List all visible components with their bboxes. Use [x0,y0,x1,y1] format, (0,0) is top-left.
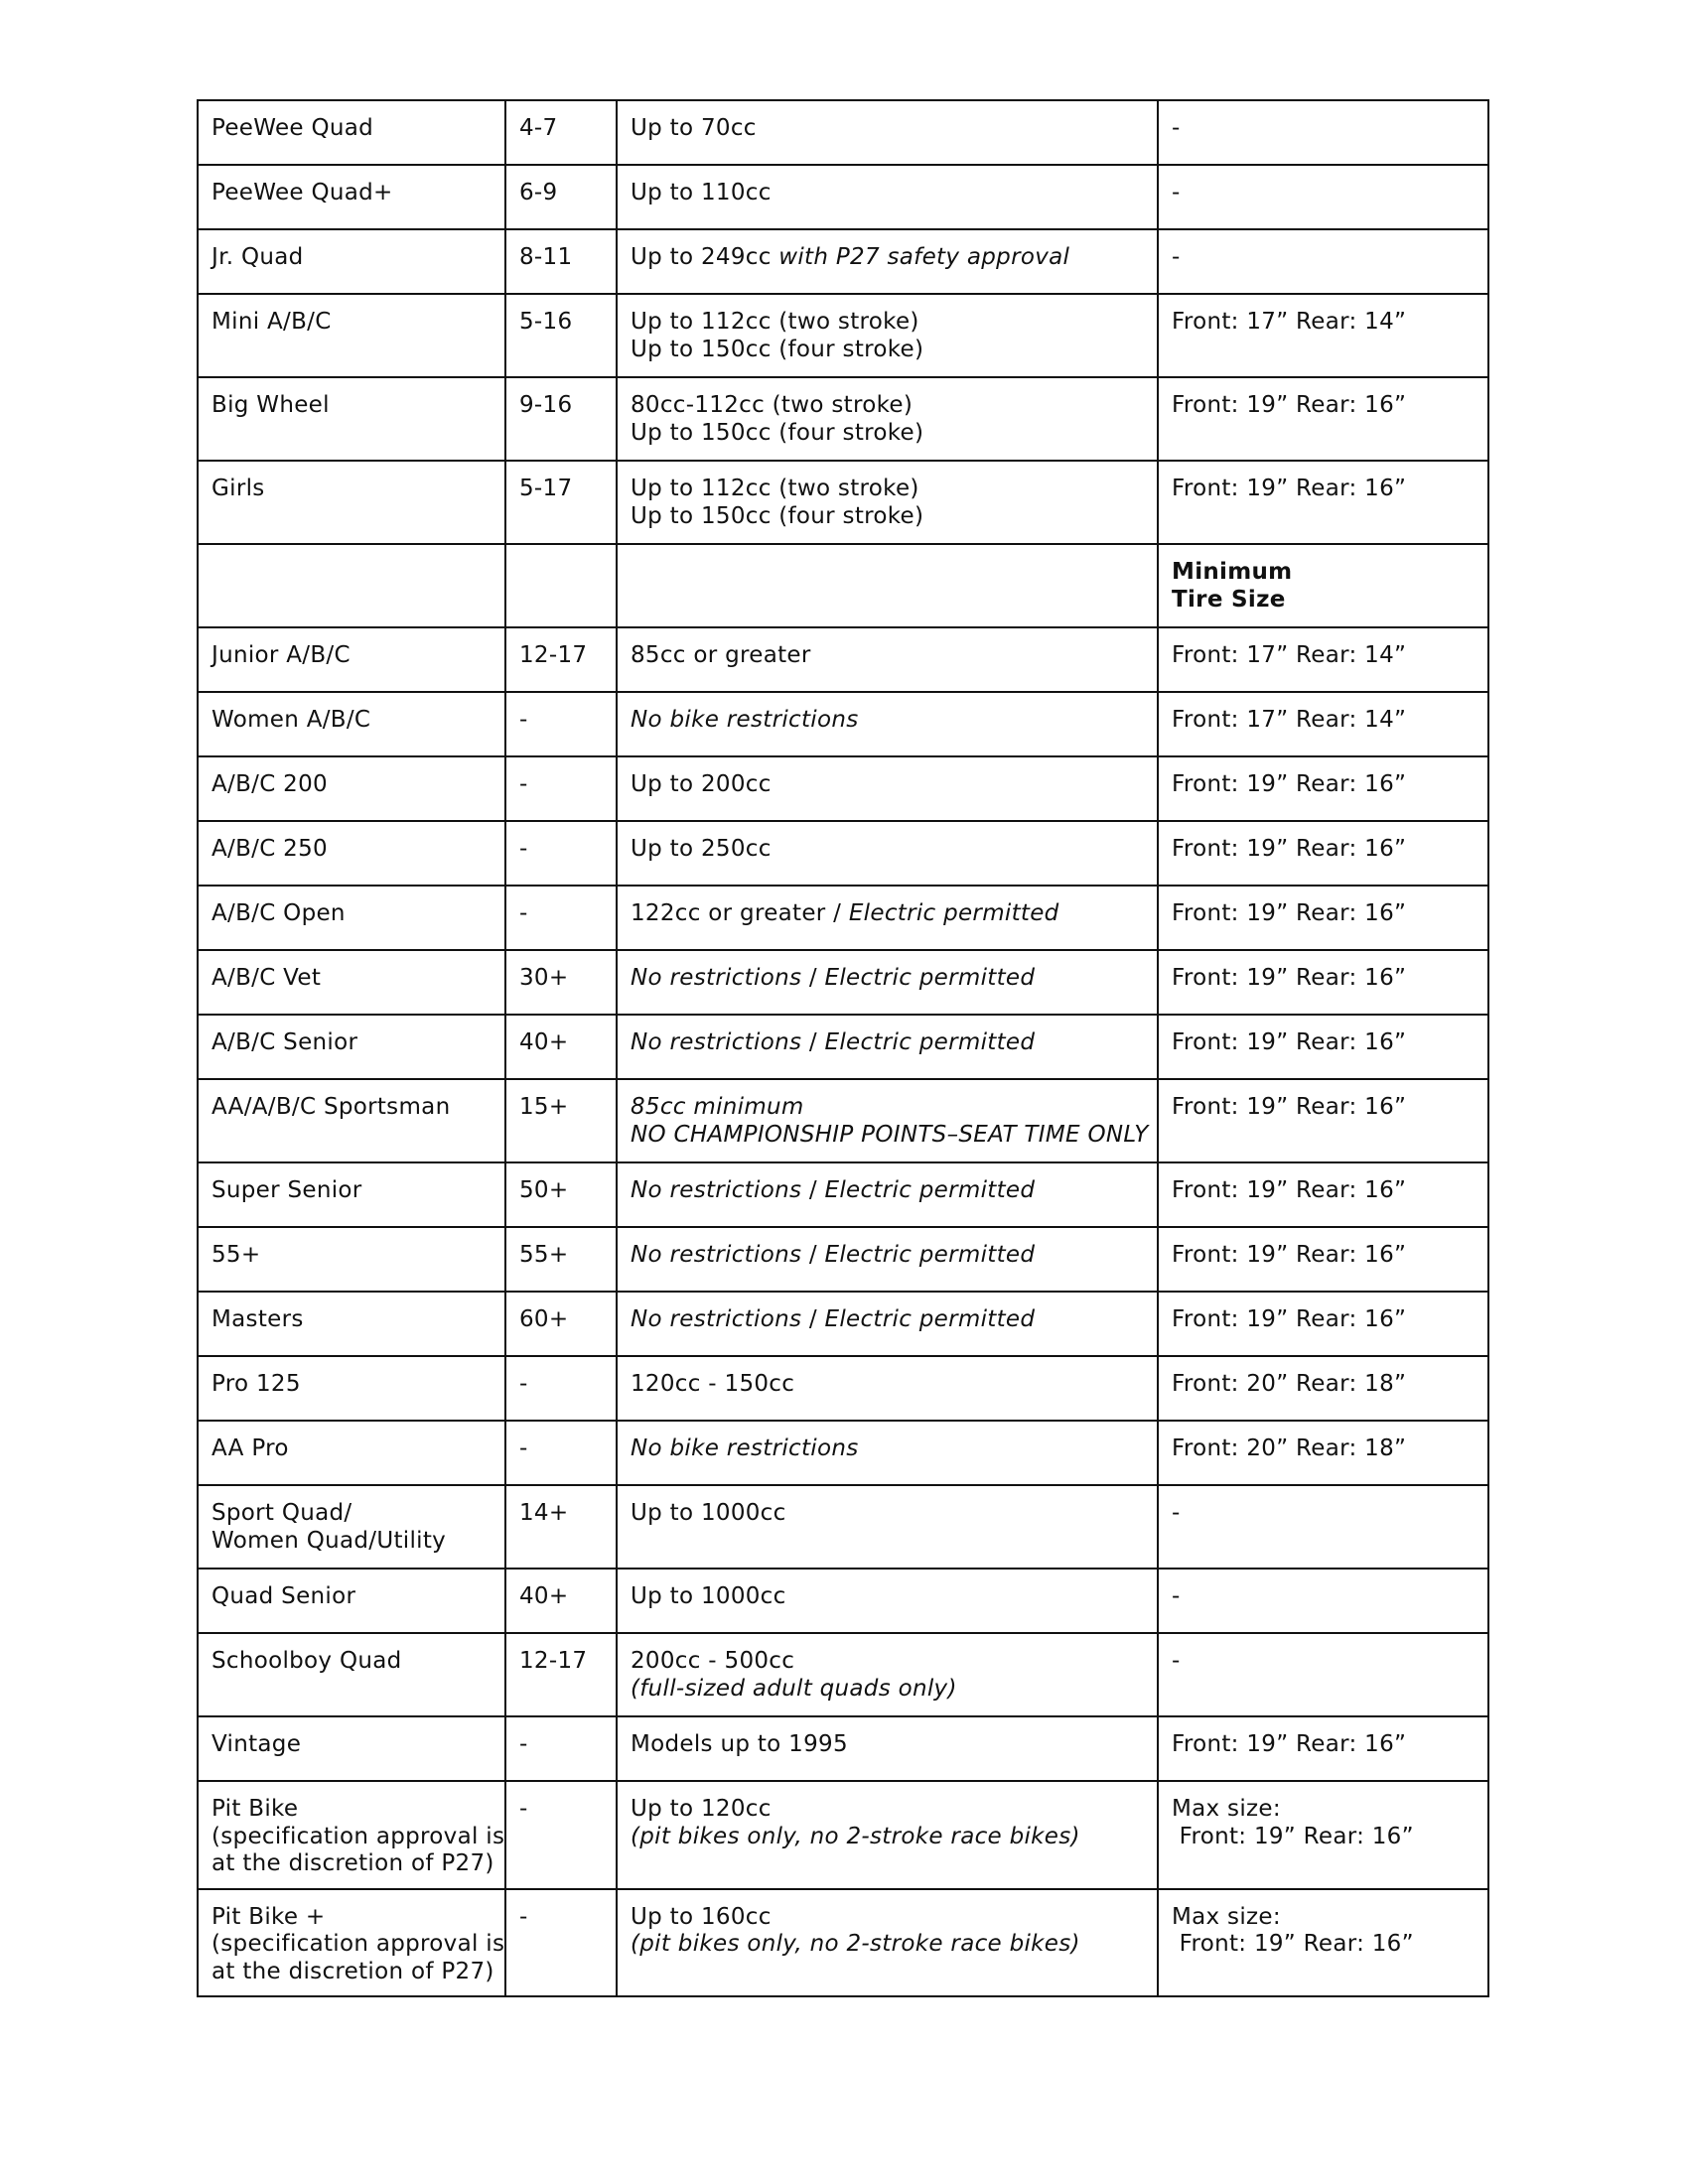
tire-size-cell [1158,1015,1488,1079]
class-cell [198,821,505,886]
class-name-line: Women A/B/C [211,707,371,733]
tire-size-cell [1158,950,1488,1015]
engine-text: / [801,1242,825,1268]
class-name-line: Masters [211,1306,304,1332]
class-name-line: Junior A/B/C [211,642,351,668]
engine-text: Up to 200cc [631,771,772,797]
engine-text: No bike restrictions [631,707,859,733]
age-range: 15+ [519,1094,569,1120]
engine-cell [617,950,1158,1015]
tire-size-cell [1158,544,1488,627]
table-row [198,377,1488,461]
engine-cell [617,1633,1158,1716]
tire-size-cell [1158,1569,1488,1633]
engine-text: No restrictions [631,1029,802,1055]
class-name-line: Pit Bike [211,1796,299,1822]
table-row [198,756,1488,821]
engine-text: Up to 1000cc [631,1583,786,1609]
age-range: 5-16 [519,309,573,335]
table-row [198,1781,1488,1889]
tire-size-cell [1158,1633,1488,1716]
age-cell [505,1015,617,1079]
age-range: - [519,836,528,862]
engine-line [631,476,1144,503]
engine-text: 85cc minimum [631,1094,804,1120]
age-cell [505,165,617,229]
tire-size-cell [1158,1079,1488,1162]
tire-size-line: Front: 19” Rear: 16” [1172,1177,1407,1203]
engine-line [631,115,1144,143]
engine-text: Up to 112cc (two stroke) [631,309,919,335]
tire-size-cell [1158,229,1488,294]
engine-line [631,642,1144,670]
table-row [198,229,1488,294]
age-cell [505,100,617,165]
engine-text: 120cc - 150cc [631,1371,795,1397]
class-name-line: A/B/C Open [211,900,346,926]
tire-size-cell [1158,1227,1488,1292]
table-row [198,692,1488,756]
engine-text: Up to 120cc [631,1796,772,1822]
engine-line [631,392,1144,420]
age-cell [505,377,617,461]
tire-size-line: Front: 19” Rear: 16” [1172,836,1407,862]
engine-cell [617,692,1158,756]
tire-size-line: Front: 19” Rear: 16” [1172,392,1407,418]
tire-size-line: Max size: [1172,1796,1281,1822]
tire-size-cell [1158,1485,1488,1569]
class-cell [198,756,505,821]
table-row [198,294,1488,377]
age-cell [505,1227,617,1292]
table-row [198,1889,1488,1997]
table-row [198,1421,1488,1485]
age-cell [505,229,617,294]
engine-text: No restrictions [631,1177,802,1203]
table-row [198,1015,1488,1079]
class-name-line: Jr. Quad [211,244,304,270]
class-cell [198,1292,505,1356]
class-name-line: Big Wheel [211,392,330,418]
engine-text: Up to 1000cc [631,1500,786,1526]
class-cell [198,1716,505,1781]
tire-size-line: Front: 19” Rear: 16” [1172,1306,1407,1332]
age-range: 55+ [519,1242,569,1268]
class-name-line: A/B/C 250 [211,836,328,862]
tire-size-line: Front: 19” Rear: 16” [1172,476,1407,501]
tire-size-cell [1158,377,1488,461]
engine-cell [617,1356,1158,1421]
engine-text: Up to 112cc (two stroke) [631,476,919,501]
engine-text: Up to 249cc [631,244,779,270]
engine-cell [617,627,1158,692]
engine-cell [617,1569,1158,1633]
age-cell [505,950,617,1015]
age-cell [505,821,617,886]
class-cell [198,1015,505,1079]
age-range: 9-16 [519,392,573,418]
engine-line [631,900,1144,928]
engine-text: Electric permitted [824,1177,1036,1203]
class-cell [198,544,505,627]
table-row [198,1356,1488,1421]
engine-line [631,1648,1144,1676]
engine-text: No restrictions [631,1306,802,1332]
engine-text: Electric permitted [824,965,1036,991]
class-name-line: A/B/C Vet [211,965,322,991]
class-cell [198,1485,505,1569]
age-cell [505,1292,617,1356]
class-name-line: Mini A/B/C [211,309,332,335]
class-cell [198,1633,505,1716]
engine-text: (pit bikes only, no 2-stroke race bikes) [631,1931,1080,1957]
race-class-table [197,99,1489,1997]
class-name-line: PeeWee Quad [211,115,374,141]
age-range: - [519,900,528,926]
class-cell [198,461,505,544]
age-cell [505,461,617,544]
engine-cell [617,1079,1158,1162]
age-cell [505,627,617,692]
tire-size-line: Max size: [1172,1903,1281,1930]
age-range: - [519,1731,528,1757]
class-name-line: at the discretion of P27) [211,1958,494,1984]
class-name-line: (specification approval is [211,1823,505,1849]
engine-line [631,1796,1144,1824]
age-cell [505,756,617,821]
table-row [198,1633,1488,1716]
class-name-line: at the discretion of P27) [211,1850,494,1876]
engine-line [631,1029,1144,1057]
engine-line [631,244,1144,272]
tire-size-line: Front: 20” Rear: 18” [1172,1371,1407,1397]
engine-text: No restrictions [631,965,802,991]
age-range: 12-17 [519,642,588,668]
table-row [198,886,1488,950]
tire-size-cell [1158,1716,1488,1781]
engine-line [631,707,1144,735]
engine-line [631,1177,1144,1205]
tire-size-line: Front: 20” Rear: 18” [1172,1435,1407,1461]
age-cell [505,886,617,950]
tire-size-cell [1158,1356,1488,1421]
engine-line [631,1731,1144,1759]
engine-line [631,771,1144,799]
engine-text: Electric permitted [824,1029,1036,1055]
table-row [198,1485,1488,1569]
tire-size-cell [1158,692,1488,756]
age-cell [505,544,617,627]
engine-text: Electric permitted [824,1306,1036,1332]
engine-text: (full-sized adult quads only) [631,1675,957,1702]
table-row [198,950,1488,1015]
race-class-table-body [198,100,1488,1996]
class-cell [198,165,505,229]
engine-line [631,1121,1149,1150]
class-name-line: (specification approval is [211,1931,505,1957]
engine-text: Up to 150cc (four stroke) [631,419,924,446]
class-cell [198,1356,505,1421]
class-name-line: Vintage [211,1731,302,1757]
table-row [198,1162,1488,1227]
age-cell [505,1485,617,1569]
engine-cell [617,1015,1158,1079]
engine-cell [617,1292,1158,1356]
engine-text: (pit bikes only, no 2-stroke race bikes) [631,1823,1080,1849]
engine-cell [617,1227,1158,1292]
engine-line [631,1371,1144,1399]
class-cell [198,377,505,461]
tire-size-cell [1158,1421,1488,1485]
engine-text: No restrictions [631,1242,802,1268]
age-range: - [519,1435,528,1461]
engine-text: 200cc - 500cc [631,1648,795,1674]
tire-size-line: Front: 19” Rear: 16” [1172,1094,1407,1120]
table-row [198,100,1488,165]
engine-cell [617,461,1158,544]
tire-size-line: Front: 17” Rear: 14” [1172,642,1407,668]
tire-size-line: Front: 17” Rear: 14” [1172,309,1407,335]
age-cell [505,1079,617,1162]
age-cell [505,692,617,756]
class-cell [198,100,505,165]
age-cell [505,1162,617,1227]
engine-text: / [801,1029,825,1055]
engine-cell [617,1421,1158,1485]
age-range: 4-7 [519,115,558,141]
table-row [198,544,1488,627]
age-range: - [519,707,528,733]
tire-size-line: Front: 17” Rear: 14” [1172,707,1407,733]
engine-text: NO CHAMPIONSHIP POINTS–SEAT TIME ONLY [631,1121,1149,1148]
engine-line [631,1242,1144,1270]
age-range: 60+ [519,1306,569,1332]
engine-text: Up to 250cc [631,836,772,862]
engine-cell [617,756,1158,821]
engine-cell [617,377,1158,461]
engine-line [631,503,1144,531]
class-name-line: Pit Bike + [211,1903,326,1930]
engine-cell [617,100,1158,165]
table-row [198,1227,1488,1292]
engine-line [631,309,1144,337]
class-name-line: A/B/C Senior [211,1029,358,1055]
engine-text: Up to 150cc (four stroke) [631,502,924,529]
class-cell [198,627,505,692]
tire-size-cell [1158,461,1488,544]
tire-size-line: - [1172,1500,1181,1526]
engine-cell [617,1716,1158,1781]
table-row [198,821,1488,886]
class-name-line: Sport Quad/ [211,1500,352,1526]
tire-size-line: Front: 19” Rear: 16” [1172,1823,1414,1849]
class-name-line: Schoolboy Quad [211,1648,402,1674]
class-cell [198,886,505,950]
engine-line [631,1583,1144,1611]
tire-size-line: - [1172,115,1181,141]
tire-size-cell [1158,1162,1488,1227]
tire-size-line: - [1172,1648,1181,1674]
table-row [198,1569,1488,1633]
engine-cell [617,544,1158,627]
class-cell [198,950,505,1015]
tire-size-line: - [1172,1583,1181,1609]
table-row [198,165,1488,229]
class-name-line: Pro 125 [211,1371,301,1397]
engine-cell [617,1781,1158,1889]
tire-size-header: Minimum [1172,559,1293,585]
tire-size-cell [1158,1889,1488,1997]
age-range: 12-17 [519,1648,588,1674]
engine-line [631,1931,1144,1959]
tire-size-line: Front: 19” Rear: 16” [1172,1029,1407,1055]
age-range: 30+ [519,965,569,991]
class-cell [198,1421,505,1485]
engine-line [631,180,1144,207]
engine-line [631,965,1144,993]
class-cell [198,1162,505,1227]
class-name-line: PeeWee Quad+ [211,180,393,205]
tire-size-cell [1158,1781,1488,1889]
class-cell [198,692,505,756]
engine-line [631,1435,1144,1463]
age-cell [505,1716,617,1781]
tire-size-line: Front: 19” Rear: 16” [1172,1931,1414,1957]
engine-line [631,836,1144,864]
engine-line [631,1500,1144,1528]
age-range: - [519,771,528,797]
class-name-line: A/B/C 200 [211,771,328,797]
class-cell [198,1079,505,1162]
age-range: 40+ [519,1029,569,1055]
age-cell [505,1781,617,1889]
engine-text: No bike restrictions [631,1435,859,1461]
age-range: - [519,1371,528,1397]
engine-text: Up to 110cc [631,180,772,205]
engine-cell [617,1162,1158,1227]
table-row [198,1292,1488,1356]
engine-text: / [801,1177,825,1203]
engine-cell [617,1889,1158,1997]
engine-line [631,337,1144,364]
table-row [198,627,1488,692]
class-name-line: Super Senior [211,1177,362,1203]
age-range: 8-11 [519,244,573,270]
tire-size-line: Front: 19” Rear: 16” [1172,900,1407,926]
engine-text: 80cc-112cc (two stroke) [631,392,914,418]
tire-size-cell [1158,1292,1488,1356]
engine-text: Electric permitted [824,1242,1036,1268]
tire-size-cell [1158,294,1488,377]
engine-line [631,1904,1144,1932]
engine-text: Up to 150cc (four stroke) [631,336,924,362]
age-cell [505,1569,617,1633]
age-range: 5-17 [519,476,573,501]
age-cell [505,1889,617,1997]
table-row [198,461,1488,544]
class-name-line: Quad Senior [211,1583,356,1609]
age-cell [505,294,617,377]
engine-text: Electric permitted [848,900,1059,926]
age-range: 6-9 [519,180,558,205]
class-cell [198,1889,505,1997]
tire-size-header: Tire Size [1172,586,1286,613]
engine-text: / [801,965,825,991]
table-row [198,1079,1488,1162]
class-cell [198,229,505,294]
tire-size-line: Front: 19” Rear: 16” [1172,1242,1407,1268]
age-range: - [519,1796,528,1822]
engine-line [631,1306,1144,1334]
age-range: 14+ [519,1500,569,1526]
engine-line [631,420,1144,448]
engine-text: Up to 160cc [631,1903,772,1930]
tire-size-cell [1158,886,1488,950]
engine-text: Up to 70cc [631,115,757,141]
engine-line [631,1676,1144,1704]
class-name-line: AA/A/B/C Sportsman [211,1094,451,1120]
tire-size-cell [1158,627,1488,692]
class-name-line: AA Pro [211,1435,289,1461]
engine-cell [617,165,1158,229]
tire-size-line: - [1172,180,1181,205]
age-range: - [519,1903,528,1930]
engine-cell [617,886,1158,950]
tire-size-line: Front: 19” Rear: 16” [1172,771,1407,797]
tire-size-cell [1158,821,1488,886]
tire-size-cell [1158,756,1488,821]
age-range: 40+ [519,1583,569,1609]
age-cell [505,1633,617,1716]
class-name-line: Women Quad/Utility [211,1527,447,1554]
class-name-line: 55+ [211,1242,261,1268]
tire-size-line: Front: 19” Rear: 16” [1172,1731,1407,1757]
engine-line [631,1094,1144,1122]
engine-text: with P27 safety approval [778,244,1070,270]
class-cell [198,1227,505,1292]
tire-size-line: Front: 19” Rear: 16” [1172,965,1407,991]
class-cell [198,294,505,377]
engine-text: 85cc or greater [631,642,811,668]
engine-text: 122cc or greater / [631,900,849,926]
table-row [198,1716,1488,1781]
engine-cell [617,229,1158,294]
class-cell [198,1781,505,1889]
engine-cell [617,294,1158,377]
tire-size-cell [1158,100,1488,165]
tire-size-line: - [1172,244,1181,270]
engine-text: / [801,1306,825,1332]
age-cell [505,1356,617,1421]
class-cell [198,1569,505,1633]
engine-cell [617,1485,1158,1569]
engine-cell [617,821,1158,886]
tire-size-cell [1158,165,1488,229]
class-name-line: Girls [211,476,265,501]
age-range: 50+ [519,1177,569,1203]
age-cell [505,1421,617,1485]
engine-line [631,1824,1144,1851]
engine-text: Models up to 1995 [631,1731,848,1757]
